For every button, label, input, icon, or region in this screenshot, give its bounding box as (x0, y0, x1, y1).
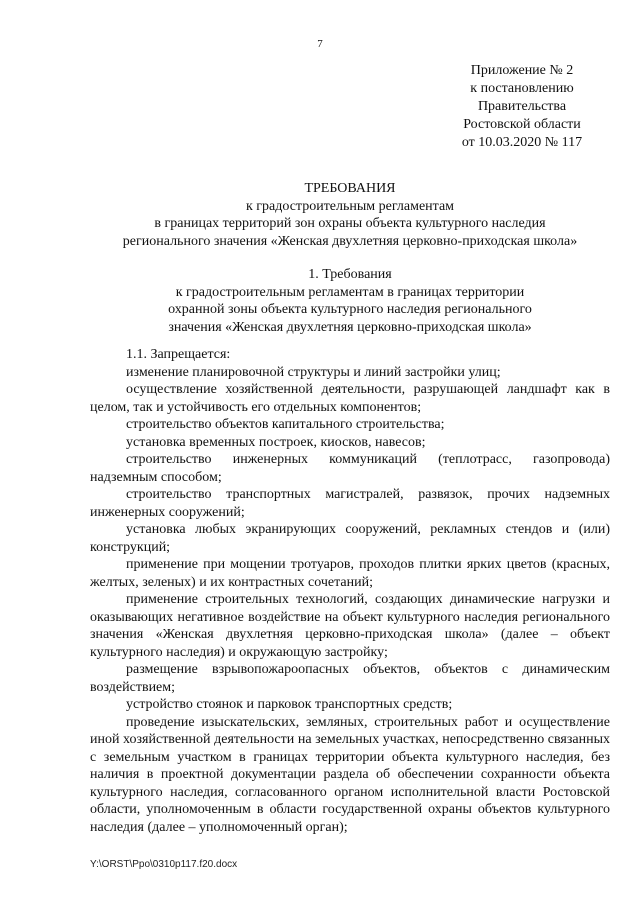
paragraph: осуществление хозяйственной деятельности, разрушающей ландшафт как в целом, так и устойчивость его отдельных компонентов; (90, 382, 610, 415)
paragraph: установка любых экранирующих сооружений, рекламных стендов и (или) конструкций; (90, 522, 610, 555)
document-title (90, 180, 610, 250)
appendix-line: Правительства (477, 99, 567, 114)
page-number: 7 (317, 38, 323, 50)
paragraph: проведение изыскательских, земляных, строительных работ и осуществление иной хозяйственной деятельности на земельных участках, непосредственно связанных с земельным участком в границах территории объекта культурного наследия, без наличия в проектной документации раздела об обеспечении сохранности объекта культурного наследия, согласованного органом исполнительной власти Ростовской области, уполномоченным в области государственной охраны объектов культурного наследия (далее – уполномоченный орган); (90, 714, 610, 835)
title-line: к градостроительным регламентам (245, 198, 455, 214)
section-line: охранной зоны объекта культурного наследия регионального (168, 302, 532, 317)
title-heading: ТРЕБОВАНИЯ (304, 181, 396, 196)
appendix-line: от 10.03.2020 № 117 (461, 135, 583, 150)
section-line: к градостроительным регламентам в границах территории (175, 284, 525, 300)
footer-file-path: Y:\ORST\Ppo\0310p117.f20.docx (90, 859, 238, 870)
title-line: в границах территорий зон охраны объекта культурного наследия (154, 216, 546, 231)
paragraph: применение строительных технологий, создающих динамические нагрузки и оказывающих негативное воздействие на объект культурного наследия регионального значения «Женская двухлетняя церковно-приходская школа» (далее – объект культурного наследия) и окружающую застройку; (90, 592, 610, 660)
paragraph: применение при мощении тротуаров, проходов плитки ярких цветов (красных, желтых, зеленых) и их контрастных сочетаний; (90, 557, 610, 590)
appendix-header (430, 62, 614, 152)
appendix-line: Ростовской области (463, 117, 581, 132)
paragraph: устройство стоянок и парковок транспортных средств; (126, 697, 453, 712)
paragraph: установка временных построек, киосков, навесов; (126, 434, 426, 450)
paragraph: размещение взрывопожароопасных объектов, объектов с динамическим воздействием; (90, 662, 610, 695)
section-title (90, 266, 610, 336)
paragraph: 1.1. Запрещается: (126, 347, 231, 362)
paragraph: строительство объектов капитального строительства; (126, 417, 445, 432)
section-line: значения «Женская двухлетняя церковно-приходская школа» (168, 319, 532, 335)
appendix-line: к постановлению (470, 81, 574, 96)
appendix-line: Приложение № 2 (470, 63, 574, 78)
section-heading: 1. Требования (308, 267, 392, 282)
paragraph: изменение планировочной структуры и линий застройки улиц; (126, 364, 501, 380)
document-body (90, 346, 610, 836)
title-line: регионального значения «Женская двухлетняя церковно-приходская школа» (122, 233, 578, 249)
paragraph: строительство инженерных коммуникаций (теплотрасс, газопровода) надземным способом; (90, 452, 610, 485)
paragraph: строительство транспортных магистралей, развязок, прочих надземных инженерных сооружений; (90, 487, 610, 520)
